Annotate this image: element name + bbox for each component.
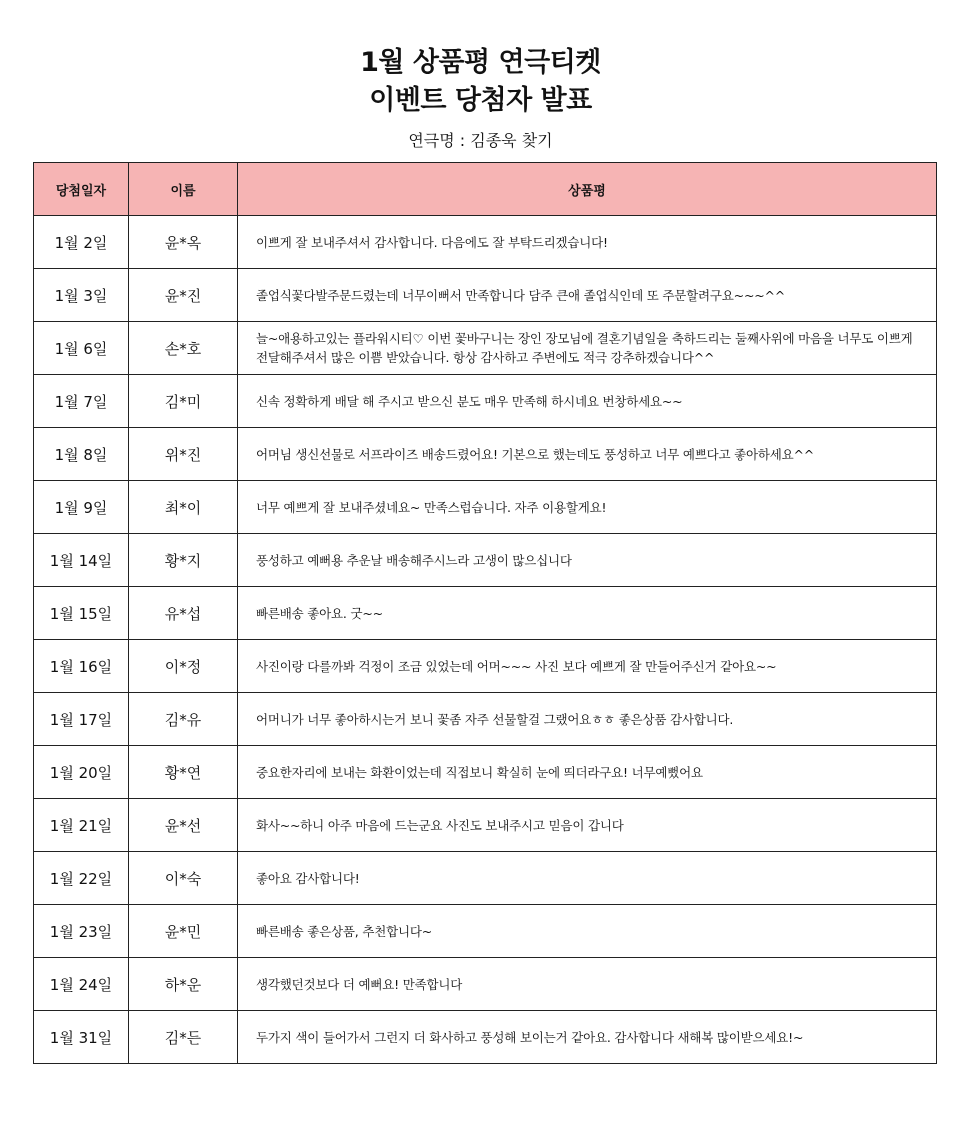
winner-name: 윤*선 <box>129 799 238 852</box>
table-row <box>34 640 937 693</box>
winner-name: 윤*진 <box>129 269 238 322</box>
title-block <box>0 44 961 152</box>
winner-date: 1월 14일 <box>34 534 129 587</box>
table-row <box>34 905 937 958</box>
table-row <box>34 852 937 905</box>
table-row <box>34 216 937 269</box>
winner-date: 1월 17일 <box>34 693 129 746</box>
winner-date: 1월 7일 <box>34 375 129 428</box>
winner-date: 1월 9일 <box>34 481 129 534</box>
winner-date: 1월 31일 <box>34 1011 129 1064</box>
table-row <box>34 322 937 375</box>
winner-name: 손*호 <box>129 322 238 375</box>
table-row <box>34 375 937 428</box>
winner-name: 위*진 <box>129 428 238 481</box>
winner-review: 어머니가 너무 좋아하시는거 보니 꽃좀 자주 선물할걸 그랬어요ㅎㅎ 좋은상품 감사합니다. <box>238 693 937 746</box>
winner-review: 신속 정확하게 배달 해 주시고 받으신 분도 매우 만족해 하시네요 번창하세요~~ <box>238 375 937 428</box>
winner-date: 1월 3일 <box>34 269 129 322</box>
winner-date: 1월 2일 <box>34 216 129 269</box>
winner-date: 1월 22일 <box>34 852 129 905</box>
table-row <box>34 746 937 799</box>
column-header-date: 당첨일자 <box>34 163 129 216</box>
winner-name: 최*이 <box>129 481 238 534</box>
winners-table <box>33 162 937 1064</box>
winner-review: 생각했던것보다 더 예뻐요! 만족합니다 <box>238 958 937 1011</box>
winner-review: 좋아요 감사합니다! <box>238 852 937 905</box>
winner-name: 유*섭 <box>129 587 238 640</box>
page-title-line-2: 이벤트 당첨자 발표 <box>369 85 592 116</box>
winner-date: 1월 16일 <box>34 640 129 693</box>
winner-name: 황*지 <box>129 534 238 587</box>
page-title-line-1: 1월 상품평 연극티켓 <box>360 47 601 78</box>
winner-review: 어머님 생신선물로 서프라이즈 배송드렸어요! 기본으로 했는데도 풍성하고 너무 예쁘다고 좋아하세요^^ <box>238 428 937 481</box>
table-row <box>34 1011 937 1064</box>
table-row <box>34 958 937 1011</box>
winner-review: 풍성하고 예뻐용 추운날 배송해주시느라 고생이 많으십니다 <box>238 534 937 587</box>
winner-review: 중요한자리에 보내는 화환이었는데 직접보니 확실히 눈에 띄더라구요! 너무예뻤어요 <box>238 746 937 799</box>
winner-date: 1월 24일 <box>34 958 129 1011</box>
winner-date: 1월 21일 <box>34 799 129 852</box>
winner-review: 이쁘게 잘 보내주셔서 감사합니다. 다음에도 잘 부탁드리겠습니다! <box>238 216 937 269</box>
winner-name: 김*미 <box>129 375 238 428</box>
table-row <box>34 587 937 640</box>
column-header-name: 이름 <box>129 163 238 216</box>
winner-date: 1월 6일 <box>34 322 129 375</box>
winner-name: 김*든 <box>129 1011 238 1064</box>
winner-date: 1월 15일 <box>34 587 129 640</box>
winner-review: 빠른배송 좋은상품, 추천합니다~ <box>238 905 937 958</box>
winner-name: 하*운 <box>129 958 238 1011</box>
winner-review: 졸업식꽃다발주문드렸는데 너무이뻐서 만족합니다 담주 큰애 졸업식인데 또 주문할려구요~~~^^ <box>238 269 937 322</box>
table-row <box>34 534 937 587</box>
table-body <box>34 216 937 1064</box>
winner-review: 늘~애용하고있는 플라워시티♡ 이번 꽃바구니는 장인 장모님에 결혼기념일을 축하드리는 둘째사위에 마음을 너무도 이쁘게 전달해주셔서 많은 이쁨 받았습니다. 항상 감사하고 주변에도 적극 강추하겠습니다^^ <box>238 322 937 375</box>
winner-review: 빠른배송 좋아요. 굿~~ <box>238 587 937 640</box>
winner-name: 김*유 <box>129 693 238 746</box>
table-row <box>34 481 937 534</box>
winner-date: 1월 20일 <box>34 746 129 799</box>
winner-name: 이*정 <box>129 640 238 693</box>
winner-review: 화사~~하니 아주 마음에 드는군요 사진도 보내주시고 믿음이 갑니다 <box>238 799 937 852</box>
column-header-review: 상품평 <box>238 163 937 216</box>
header-row <box>34 163 937 216</box>
play-name-label: 연극명 : 김종욱 찾기 <box>408 131 553 150</box>
winner-name: 윤*옥 <box>129 216 238 269</box>
table-row <box>34 693 937 746</box>
table-header <box>34 163 937 216</box>
winner-date: 1월 23일 <box>34 905 129 958</box>
table-row <box>34 428 937 481</box>
winner-name: 이*숙 <box>129 852 238 905</box>
table-row <box>34 269 937 322</box>
winner-date: 1월 8일 <box>34 428 129 481</box>
winner-review: 사진이랑 다를까봐 걱정이 조금 있었는데 어머~~~ 사진 보다 예쁘게 잘 만들어주신거 같아요~~ <box>238 640 937 693</box>
winner-review: 두가지 색이 들어가서 그런지 더 화사하고 풍성해 보이는거 같아요. 감사합니다 새해복 많이받으세요!~ <box>238 1011 937 1064</box>
winner-name: 황*연 <box>129 746 238 799</box>
winner-name: 윤*민 <box>129 905 238 958</box>
winner-review: 너무 예쁘게 잘 보내주셨네요~ 만족스럽습니다. 자주 이용할게요! <box>238 481 937 534</box>
table-row <box>34 799 937 852</box>
